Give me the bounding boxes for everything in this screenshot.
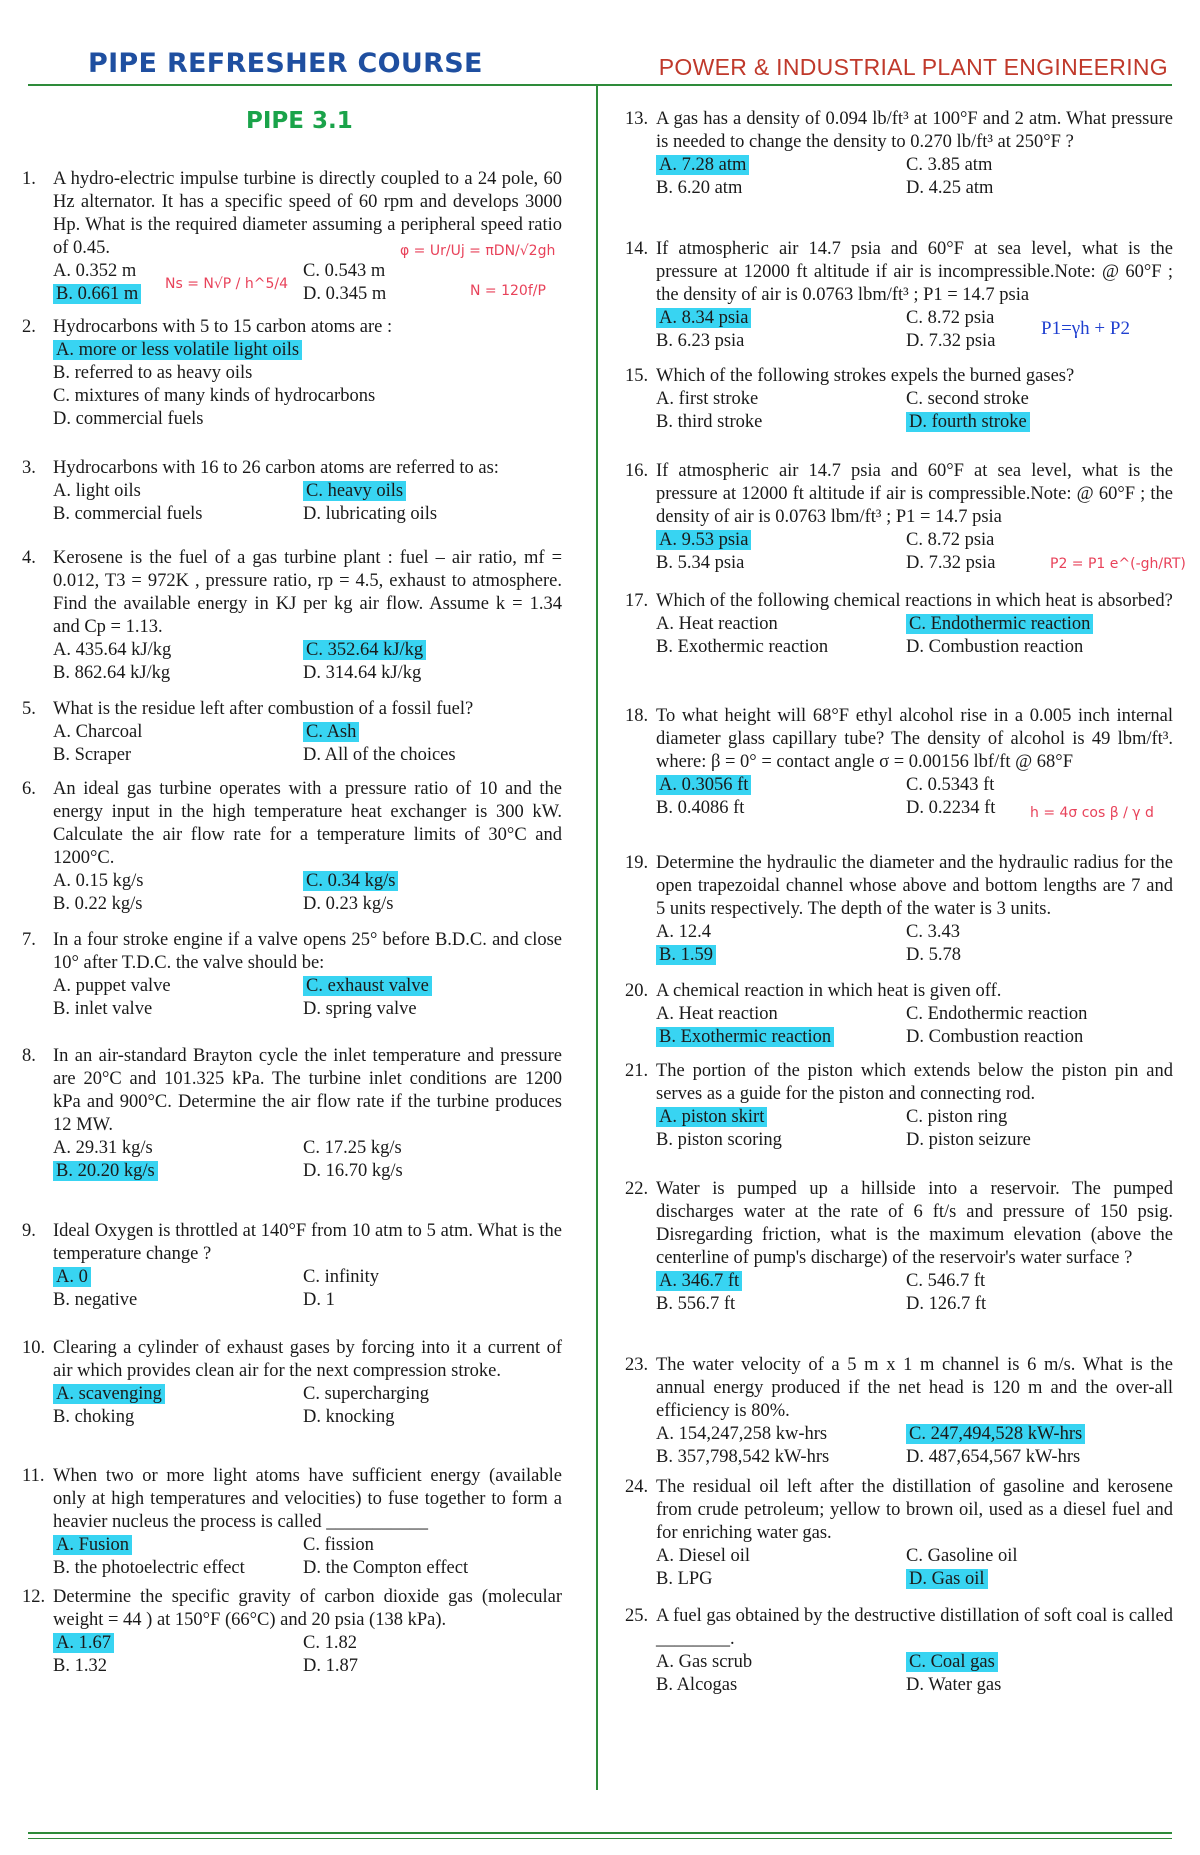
option-label: D. Water gas [906,1675,1002,1695]
option-a[interactable] [53,1266,91,1289]
option-label: D. piston seizure [906,1130,1031,1150]
option-a[interactable] [656,921,711,944]
answer-highlight: C. 352.64 kJ/kg [303,640,426,660]
option-b[interactable] [656,944,716,967]
answer-highlight: A. piston skirt [656,1107,767,1127]
answer-highlight: C. Endothermic reaction [906,614,1093,634]
question-12 [22,1586,562,1678]
option-label: B. 0.4086 ft [656,798,745,818]
question-stem: Hydrocarbons with 16 to 26 carbon atoms are referred to as: [53,458,499,478]
option-b[interactable] [656,1026,834,1049]
option-c[interactable] [906,1545,1018,1568]
option-b[interactable] [53,362,252,385]
option-label: D. 314.64 kJ/kg [303,663,422,683]
option-label: C. mixtures of many kinds of hydrocarbons [53,386,376,406]
option-label: B. referred to as heavy oils [53,363,253,383]
option-b[interactable] [656,411,762,434]
option-c[interactable] [906,1106,1007,1129]
question-15 [625,365,1173,434]
question-number: 8. [22,1046,36,1066]
option-d[interactable] [906,797,995,820]
option-label: A. puppet valve [53,976,171,996]
option-c[interactable] [303,260,385,283]
option-label: D. commercial fuels [53,409,204,429]
question-18 [625,705,1173,820]
option-b[interactable] [656,1674,737,1697]
question-stem: A hydro-electric impulse turbine is directly coupled to a 24 pole, 60 Hz alternator. It has a specific speed of 60 rpm and develops 3000 Hp. What is the required diameter assuming a peripheral speed ratio of 0.45. [53,169,562,258]
option-c[interactable] [906,774,994,797]
answer-highlight: A. 7.28 atm [656,155,749,175]
question-23 [625,1354,1173,1469]
option-b[interactable] [656,552,744,575]
option-c[interactable] [303,1266,379,1289]
question-stem: Clearing a cylinder of exhaust gases by forcing into it a current of air which provides clean air for the next compression stroke. [53,1338,562,1381]
annotation-q1-n: N = 120f/P [470,283,546,299]
option-label: A. 0.352 m [53,261,137,281]
option-label: D. 0.2234 ft [906,798,996,818]
option-a[interactable] [656,613,778,636]
option-b[interactable] [656,1293,735,1316]
option-label: D. 1 [303,1290,335,1310]
answer-highlight: A. Fusion [53,1535,132,1555]
option-label: C. infinity [303,1267,380,1287]
option-label: A. Heat reaction [656,614,778,634]
option-c[interactable] [906,1651,998,1674]
option-label: A. 435.64 kJ/kg [53,640,172,660]
option-b[interactable] [53,662,170,685]
option-label: B. Exothermic reaction [656,637,829,657]
question-11 [22,1465,562,1580]
option-b[interactable] [53,283,141,306]
question-13 [625,108,1173,200]
option-b[interactable] [53,503,203,526]
option-label: C. Gasoline oil [906,1546,1018,1566]
option-a[interactable] [53,639,171,662]
option-d[interactable] [303,744,456,767]
question-number: 24. [625,1477,649,1497]
option-label: B. Scraper [53,745,132,765]
question-stem: Water is pumped up a hillside into a reservoir. The pumped discharges water at the rate of 6 ft/s and pressure of 150 psig. Disregarding friction, what is the maximum elevation (above the centerline of pump's discharge) of the reservoir's water surface ? [656,1179,1173,1268]
option-d[interactable] [906,1446,1080,1469]
subject-title: POWER & INDUSTRIAL PLANT ENGINEERING [658,54,1168,80]
answer-highlight: C. Ash [303,722,359,742]
option-c[interactable] [906,388,1029,411]
option-label: B. 0.22 kg/s [53,894,143,914]
question-19 [625,852,1173,967]
option-d[interactable] [303,662,421,685]
option-label: D. 487,654,567 kW-hrs [906,1447,1081,1467]
option-b[interactable] [656,177,742,200]
option-a[interactable] [53,260,136,283]
answer-highlight: A. 0 [53,1267,91,1287]
option-label: D. 7.32 psia [906,553,996,573]
option-d[interactable] [906,1026,1083,1049]
answer-highlight: D. Gas oil [906,1569,988,1589]
option-a[interactable] [656,1545,750,1568]
question-stem: In an air-standard Brayton cycle the inlet temperature and pressure are 20°C and 101.325 kPa. The turbine inlet conditions are 1200 kPa and 900°C. Determine the air flow rate if the turbine produces 12 MW. [53,1046,562,1135]
option-b[interactable] [656,1568,713,1591]
option-label: B. choking [53,1407,135,1427]
question-stem: Determine the hydraulic the diameter and the hydraulic radius for the open trapezoidal channel whose above and bottom lengths are 7 and 5 units respectively. The depth of the water is 3 units. [656,853,1173,919]
option-a[interactable] [53,1137,153,1160]
option-b[interactable] [53,744,131,767]
option-c[interactable] [303,721,359,744]
option-label: C. 3.43 [906,922,960,942]
footer-rule [28,1832,1172,1834]
option-b[interactable] [53,998,152,1021]
question-number: 25. [625,1606,649,1626]
option-label: D. Combustion reaction [906,637,1084,657]
option-label: C. 1.82 [303,1633,357,1653]
answer-highlight: D. fourth stroke [906,412,1030,432]
option-label: D. 7.32 psia [906,331,996,351]
question-25 [625,1605,1173,1697]
question-number: 22. [625,1179,649,1199]
question-stem: The water velocity of a 5 m x 1 m channel is 6 m/s. What is the annual energy produced if the net head is 120 m and the over-all efficiency is 80%. [656,1355,1173,1421]
answer-highlight: A. more or less volatile light oils [53,340,302,360]
option-a[interactable] [656,529,751,552]
option-c[interactable] [303,1383,429,1406]
option-label: A. light oils [53,481,141,501]
question-17 [625,590,1173,659]
question-number: 21. [625,1061,649,1081]
option-a[interactable] [53,975,171,998]
option-label: A. Heat reaction [656,1004,778,1024]
option-label: C. 8.72 psia [906,530,995,550]
footer-rule-thin [28,1838,1172,1839]
option-c[interactable] [906,1423,1085,1446]
option-label: D. 16.70 kg/s [303,1161,403,1181]
option-label: A. Diesel oil [656,1546,751,1566]
option-d[interactable] [906,636,1083,659]
option-label: B. the photoelectric effect [53,1558,245,1578]
question-number: 14. [625,239,649,259]
option-a[interactable] [53,870,143,893]
question-stem: An ideal gas turbine operates with a pressure ratio of 10 and the energy input in the high temperature heat exchanger is 300 kW. Calculate the air flow rate for a temperature limits of 30°C and 1200°C. [53,779,562,868]
option-c[interactable] [303,1534,374,1557]
question-stem: Kerosene is the fuel of a gas turbine plant : fuel – air ratio, mf = 0.012, T3 = 972K , pressure ratio, rp = 4.5, exhaust to atmosphere. Find the available energy in KJ per kg air flow. Assume k = 1.34 and Cp = 1.13. [53,548,562,637]
question-stem: Which of the following chemical reactions in which heat is absorbed? [656,591,1173,611]
option-a[interactable] [53,480,141,503]
option-label: A. Charcoal [53,722,143,742]
option-d[interactable] [303,893,393,916]
question-number: 12. [22,1587,46,1607]
option-c[interactable] [906,154,992,177]
option-a[interactable] [656,774,751,797]
option-c[interactable] [906,613,1093,636]
question-number: 20. [625,981,649,1001]
option-label: B. 6.23 psia [656,331,745,351]
question-number: 11. [22,1466,45,1486]
question-2 [22,316,562,431]
option-b[interactable] [53,893,142,916]
option-label: B. 6.20 atm [656,178,743,198]
question-stem: Hydrocarbons with 5 to 15 carbon atoms are : [53,317,393,337]
answer-highlight: A. 9.53 psia [656,530,751,550]
answer-highlight: C. heavy oils [303,481,406,501]
option-label: B. third stroke [656,412,763,432]
option-d[interactable] [53,408,204,431]
question-stem: If atmospheric air 14.7 psia and 60°F at sea level, what is the pressure at 12000 ft altitude if air is incompressible.Note: @ 60°F ; the density of air is 0.0763 lbm/ft³ ; P1 = 14.7 psia [656,239,1173,305]
question-stem: Ideal Oxygen is throttled at 140°F from 10 atm to 5 atm. What is the temperature change ? [53,1221,562,1264]
option-label: B. 357,798,542 kW-hrs [656,1447,830,1467]
option-a[interactable] [656,388,758,411]
answer-highlight: B. 0.661 m [53,284,141,304]
question-stem: What is the residue left after combustion of a fossil fuel? [53,699,474,719]
question-stem: Determine the specific gravity of carbon dioxide gas (molecular weight = 44 ) at 150°F (66°C) and 20 psia (138 kPa). [53,1587,562,1630]
option-label: C. 3.85 atm [906,155,993,175]
question-24 [625,1476,1173,1591]
option-c[interactable] [303,1137,402,1160]
answer-highlight: C. exhaust valve [303,976,432,996]
header-rule [28,84,1172,86]
option-label: C. 0.543 m [303,261,386,281]
option-label: A. 0.15 kg/s [53,871,144,891]
option-d[interactable] [906,330,995,353]
option-label: D. 1.87 [303,1656,358,1676]
question-number: 17. [625,591,649,611]
option-a[interactable] [656,307,751,330]
option-d[interactable] [906,1129,1031,1152]
option-label: A. 154,247,258 kw-hrs [656,1424,828,1444]
option-b[interactable] [656,1129,782,1152]
question-number: 13. [625,109,649,129]
option-b[interactable] [656,797,744,820]
option-label: D. the Compton effect [303,1558,469,1578]
question-7 [22,929,562,1021]
option-label: B. negative [53,1290,138,1310]
course-title: PIPE REFRESHER COURSE [88,48,483,79]
question-22 [625,1178,1173,1316]
answer-highlight: A. 1.67 [53,1633,114,1653]
option-label: C. 546.7 ft [906,1271,986,1291]
question-stem: To what height will 68°F ethyl alcohol rise in a 0.005 inch internal diameter glass capillary tube? The density of alcohol is 49 lbm/ft³. where: β = 0° = contact angle σ = 0.00156 lbf/ft @ 68°F [656,706,1173,772]
option-label: C. 8.72 psia [906,308,995,328]
question-20 [625,980,1173,1049]
option-c[interactable] [906,1270,985,1293]
option-label: A. 29.31 kg/s [53,1138,153,1158]
option-label: D. 126.7 ft [906,1294,987,1314]
option-c[interactable] [303,1632,357,1655]
answer-highlight: C. Coal gas [906,1652,998,1672]
question-5 [22,698,562,767]
option-d[interactable] [303,503,437,526]
option-label: B. inlet valve [53,999,153,1019]
option-a[interactable] [656,154,749,177]
option-label: C. 17.25 kg/s [303,1138,402,1158]
question-stem: In a four stroke engine if a valve opens 25° before B.D.C. and close 10° after T.D.C. the valve should be: [53,930,562,973]
option-label: B. commercial fuels [53,504,203,524]
answer-highlight: A. scavenging [53,1384,165,1404]
option-d[interactable] [303,998,417,1021]
option-c[interactable] [53,385,375,408]
question-number: 5. [22,699,36,719]
annotation-q18-formula: h = 4σ cos β / γ d [1030,805,1154,821]
question-number: 10. [22,1338,46,1358]
question-stem: The portion of the piston which extends below the piston pin and serves as a guide for the piston and connecting rod. [656,1061,1173,1104]
option-b[interactable] [656,330,744,353]
option-label: D. knocking [303,1407,395,1427]
question-3 [22,457,562,526]
option-label: A. first stroke [656,389,759,409]
option-d[interactable] [906,411,1030,434]
option-label: C. 0.5343 ft [906,775,995,795]
question-stem: When two or more light atoms have sufficient energy (available only at high temperatures and velocities) to fuse together to form a heavier nucleus the process is called ___________ [53,1466,562,1532]
question-number: 15. [625,366,649,386]
option-b[interactable] [53,1655,107,1678]
annotation-q1-ns: Ns = N√P / h^5/4 [165,276,288,292]
option-label: A. Gas scrub [656,1652,753,1672]
option-c[interactable] [906,529,994,552]
answer-highlight: B. Exothermic reaction [656,1027,834,1047]
option-d[interactable] [906,944,961,967]
option-c[interactable] [303,975,432,998]
option-label: D. 0.345 m [303,284,387,304]
option-c[interactable] [303,480,406,503]
option-label: B. 1.32 [53,1656,107,1676]
option-d[interactable] [906,552,995,575]
question-number: 4. [22,548,36,568]
option-c[interactable] [303,870,398,893]
option-a[interactable] [53,1383,165,1406]
option-b[interactable] [656,1446,829,1469]
option-c[interactable] [906,921,960,944]
answer-highlight: C. 0.34 kg/s [303,871,398,891]
option-label: B. 556.7 ft [656,1294,736,1314]
answer-highlight: B. 1.59 [656,945,716,965]
option-b[interactable] [53,1557,245,1580]
option-label: D. 4.25 atm [906,178,994,198]
option-label: D. Combustion reaction [906,1027,1084,1047]
option-label: B. 5.34 psia [656,553,745,573]
annotation-q14-formula: P1=γh + P2 [1041,318,1130,339]
answer-highlight: B. 20.20 kg/s [53,1161,158,1181]
question-number: 2. [22,317,36,337]
option-d[interactable] [303,283,386,306]
question-stem: Which of the following strokes expels the burned gases? [656,366,1075,386]
question-6 [22,778,562,916]
option-d[interactable] [303,1289,335,1312]
option-c[interactable] [906,307,994,330]
option-b[interactable] [53,1160,158,1183]
option-label: B. piston scoring [656,1130,782,1150]
question-stem: A chemical reaction in which heat is given off. [656,981,1002,1001]
option-c[interactable] [906,1003,1087,1026]
option-a[interactable] [53,721,142,744]
option-label: C. second stroke [906,389,1029,409]
question-stem: If atmospheric air 14.7 psia and 60°F at sea level, what is the pressure at 12000 ft altitude if air is compressible.Note: @ 60°F ; the density of air is 0.0763 lbm/ft³ ; P1 = 14.7 psia [656,461,1173,527]
option-a[interactable] [53,1534,132,1557]
option-a[interactable] [656,1003,778,1026]
question-stem: A gas has a density of 0.094 lb/ft³ at 100°F and 2 atm. What pressure is needed to change the density to 0.270 lb/ft³ at 250°F ? [656,109,1173,152]
option-b[interactable] [53,1289,137,1312]
question-stem: The residual oil left after the distillation of gasoline and kerosene from crude petroleum; yellow to brown oil, used as a diesel fuel and for enriching water gas. [656,1477,1173,1543]
question-number: 7. [22,930,36,950]
option-a[interactable] [656,1270,742,1293]
question-stem: A fuel gas obtained by the destructive distillation of soft coal is called ________. [656,1606,1173,1649]
option-d[interactable] [906,1568,988,1591]
option-d[interactable] [906,177,993,200]
option-label: D. 0.23 kg/s [303,894,394,914]
question-number: 9. [22,1221,36,1241]
question-number: 19. [625,853,649,873]
question-4 [22,547,562,685]
option-label: C. supercharging [303,1384,430,1404]
question-number: 1. [22,169,36,189]
answer-highlight: C. 247,494,528 kW-hrs [906,1424,1085,1444]
option-d[interactable] [906,1293,986,1316]
option-label: C. Endothermic reaction [906,1004,1088,1024]
annotation-q16-formula: P2 = P1 e^(-gh/RT) [1050,556,1186,572]
option-c[interactable] [303,639,426,662]
option-a[interactable] [53,1632,114,1655]
option-a[interactable] [656,1651,752,1674]
option-d[interactable] [303,1406,394,1429]
question-number: 3. [22,458,36,478]
answer-highlight: A. 0.3056 ft [656,775,751,795]
question-10 [22,1337,562,1429]
option-label: A. 12.4 [656,922,711,942]
answer-highlight: A. 346.7 ft [656,1271,742,1291]
option-a[interactable] [53,339,302,362]
option-d[interactable] [906,1674,1001,1697]
option-a[interactable] [656,1106,767,1129]
option-b[interactable] [53,1406,134,1429]
option-a[interactable] [656,1423,827,1446]
question-number: 16. [625,461,649,481]
question-number: 18. [625,706,649,726]
option-label: B. 862.64 kJ/kg [53,663,171,683]
option-d[interactable] [303,1557,468,1580]
page-title: PIPE 3.1 [246,108,353,134]
option-d[interactable] [303,1655,358,1678]
answer-highlight: A. 8.34 psia [656,308,751,328]
option-label: B. Alcogas [656,1675,738,1695]
option-label: C. piston ring [906,1107,1008,1127]
option-d[interactable] [303,1160,403,1183]
question-9 [22,1220,562,1312]
column-divider [596,85,598,1790]
option-b[interactable] [656,636,828,659]
option-label: D. 5.78 [906,945,961,965]
option-label: D. All of the choices [303,745,456,765]
option-label: D. lubricating oils [303,504,438,524]
question-8 [22,1045,562,1183]
option-label: D. spring valve [303,999,417,1019]
question-number: 6. [22,779,36,799]
option-label: B. LPG [656,1569,713,1589]
annotation-q1-phi: φ = Ur/Uj = πDN/√2gh [400,243,556,259]
question-number: 23. [625,1355,649,1375]
question-21 [625,1060,1173,1152]
option-label: C. fission [303,1535,374,1555]
